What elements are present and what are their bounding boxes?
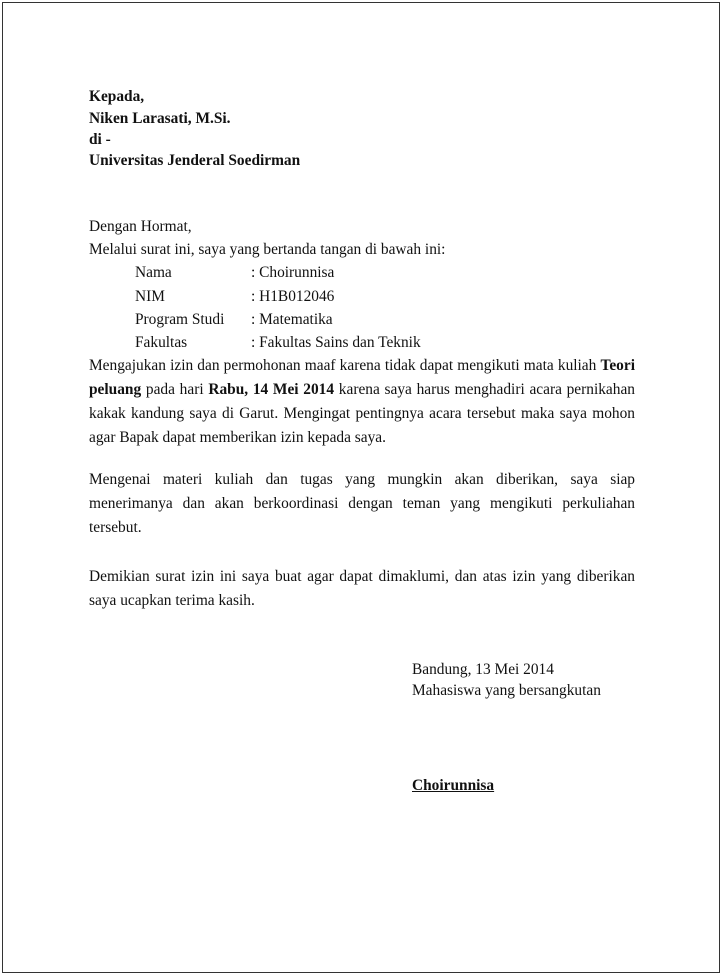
intro-text: Melalui surat ini, saya yang bertanda tangan di bawah ini: <box>89 241 446 258</box>
identity-label: NIM <box>135 288 165 305</box>
signatory-role: Mahasiswa yang bersangkutan <box>412 682 601 699</box>
identity-row-name <box>135 263 334 283</box>
identity-value: : H1B012046 <box>251 288 335 305</box>
identity-value: : Choirunnisa <box>251 264 335 281</box>
identity-value: : Fakultas Sains dan Teknik <box>251 334 421 351</box>
identity-label: Nama <box>135 264 172 281</box>
recipient-to-label: Kepada, <box>89 88 145 105</box>
paragraph-request-text-a: Mengajukan izin dan permohonan maaf karena tidak dapat mengikuti mata kuliah <box>89 357 601 374</box>
greeting: Dengan Hormat, <box>89 218 192 235</box>
letter-page <box>2 2 720 973</box>
place-date: Bandung, 13 Mei 2014 <box>412 661 554 678</box>
signature-name: Choirunnisa <box>412 777 495 794</box>
identity-value: : Matematika <box>251 311 333 328</box>
absence-date: Rabu, 14 Mei 2014 <box>208 381 335 398</box>
paragraph-request-text-b: pada hari <box>141 381 209 398</box>
paragraph-closing: Demikian surat izin ini saya buat agar dapat dimaklumi, dan atas izin yang diberikan saya ucapkan terima kasih. <box>89 568 635 609</box>
identity-row-nim <box>135 287 334 307</box>
recipient-name: Niken Larasati, M.Si. <box>89 110 231 127</box>
paragraph-request-text-c: karena saya harus menghadiri acara pernikahan kakak kandung saya di Garut. Mengingat pentingnya acara tersebut maka saya mohon agar Bapak dapat memberikan izin kepada saya. <box>89 381 635 446</box>
identity-row-faculty <box>135 333 421 353</box>
identity-label: Fakultas <box>135 334 188 351</box>
identity-row-program <box>135 310 333 330</box>
recipient-institution: Universitas Jenderal Soedirman <box>89 152 301 169</box>
course-name: Teori peluang <box>89 357 635 398</box>
identity-label: Program Studi <box>135 311 225 328</box>
paragraph-request <box>89 354 635 450</box>
paragraph-assignments: Mengenai materi kuliah dan tugas yang mungkin akan diberikan, saya siap menerimanya dan akan berkoordinasi dengan teman yang mengikuti perkuliahan tersebut. <box>89 471 635 536</box>
recipient-at: di - <box>89 131 111 148</box>
